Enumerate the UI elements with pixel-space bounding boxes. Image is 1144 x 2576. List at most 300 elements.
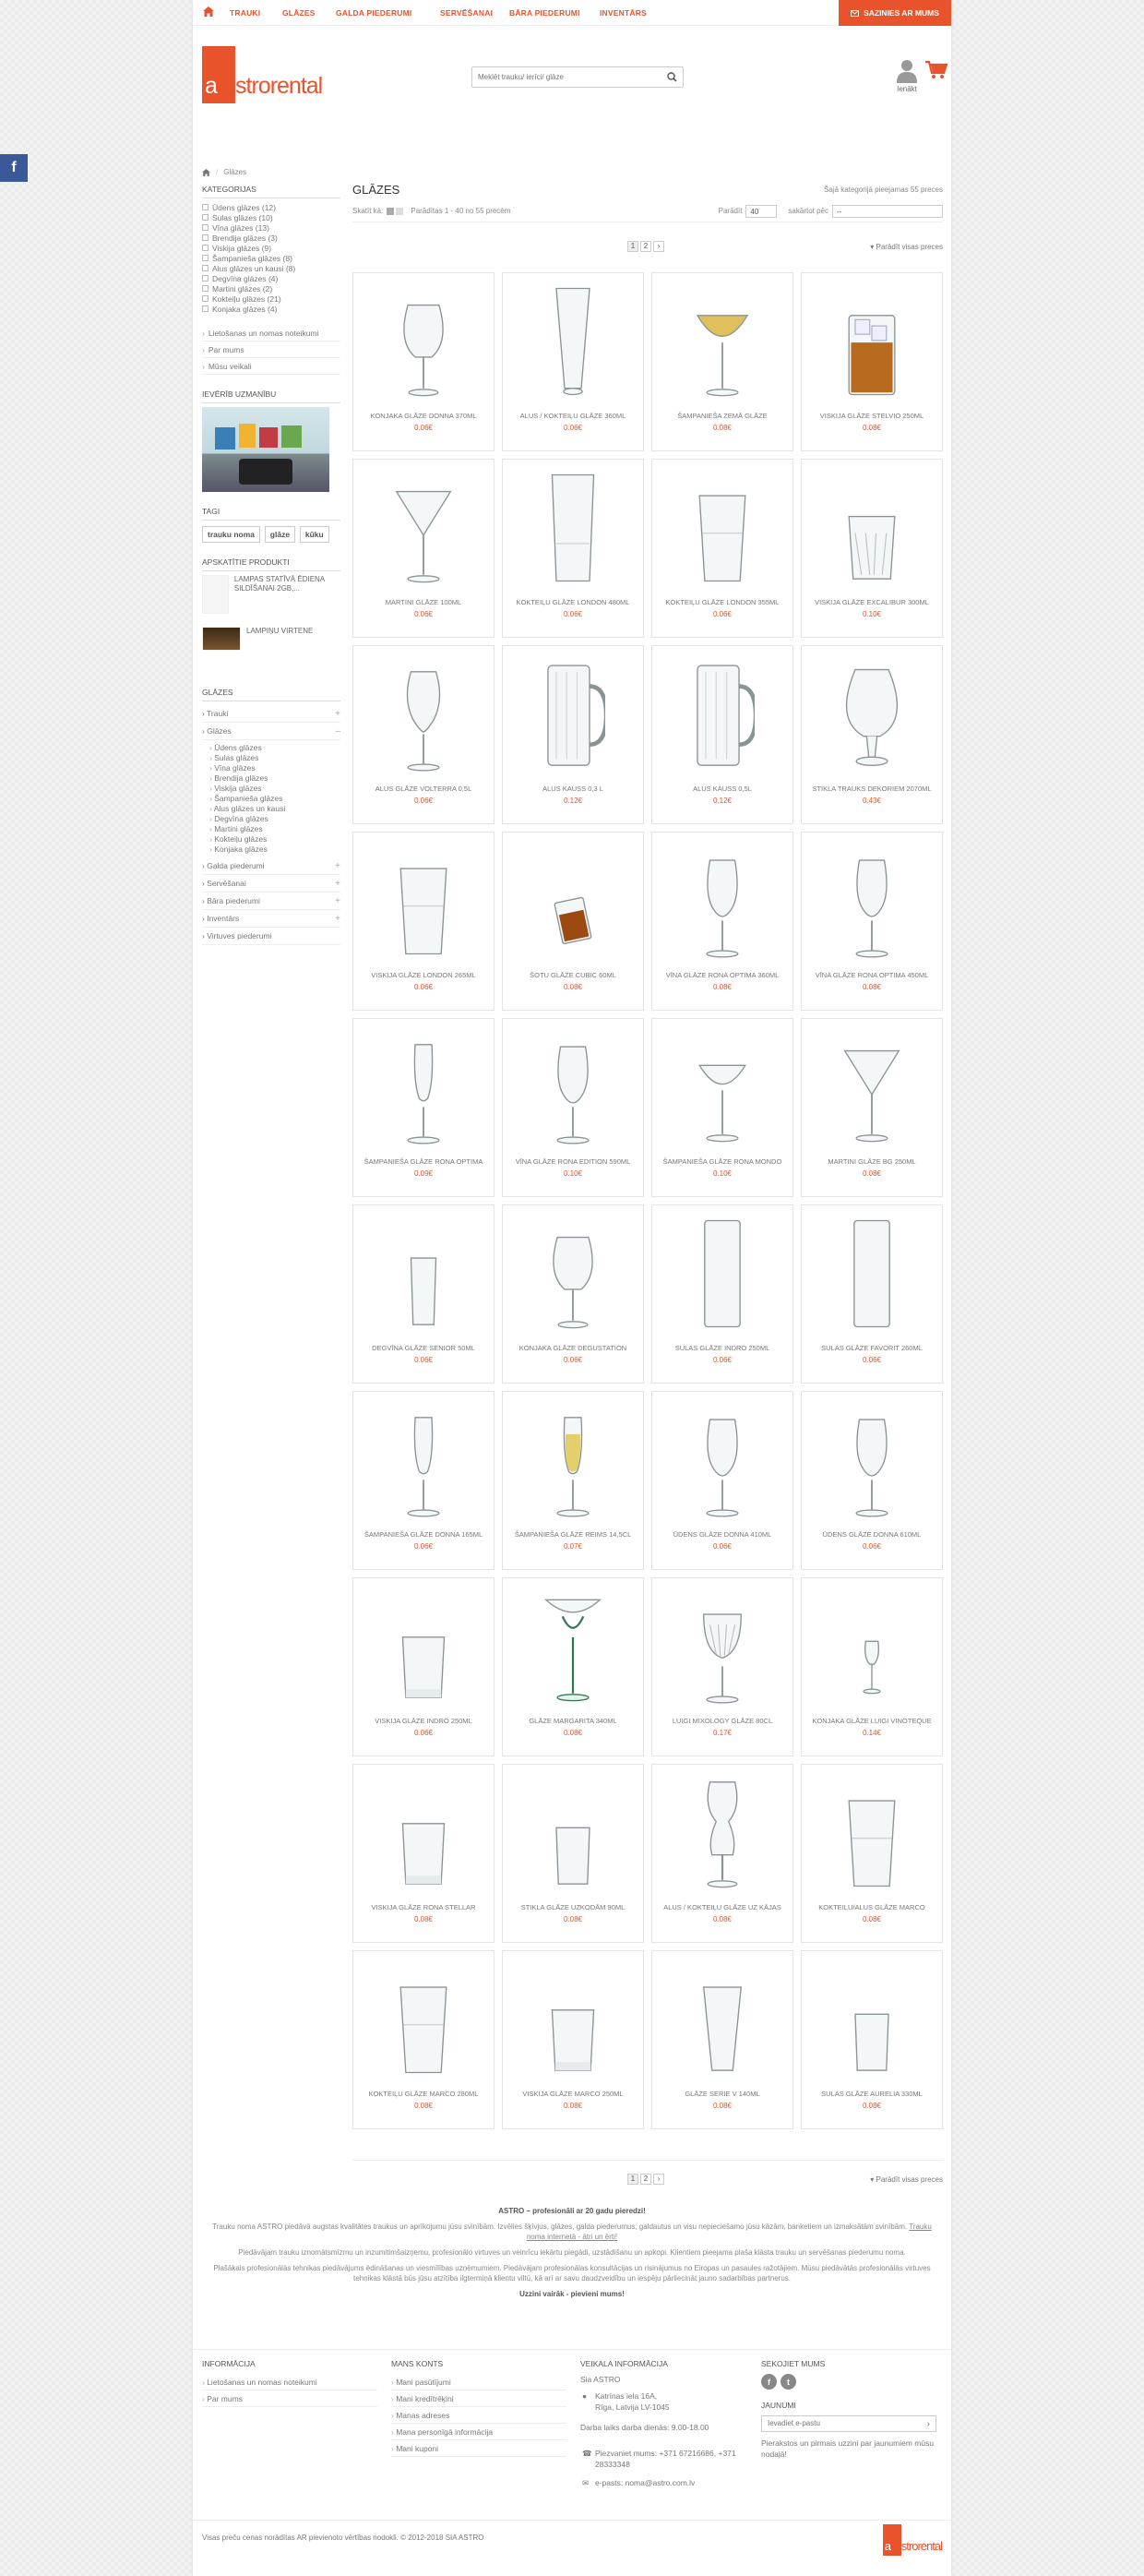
product-price: 0.08€	[563, 2102, 583, 2110]
product-image[interactable]	[802, 833, 942, 964]
about-title: ASTRO – profesionāli ar 20 gadu pieredzi!	[498, 2207, 646, 2215]
product-name[interactable]: KONJAKA GLĀZE DONNA 370ML	[370, 412, 477, 420]
product-card[interactable]	[651, 1204, 793, 1384]
newsletter-submit-icon[interactable]: ›	[926, 2419, 930, 2429]
twitter-icon[interactable]: t	[781, 2374, 796, 2390]
tree-item[interactable]: › Glāzes –	[202, 723, 340, 740]
product-name[interactable]: ŠAMPANIEŠA GLĀZE DONNA 165ML	[363, 1530, 483, 1539]
footer-link[interactable]: › Mani pasūtījumi	[391, 2374, 566, 2390]
product-price: 0.08€	[862, 1169, 882, 1178]
product-name[interactable]: ALUS KAUSS 0,5L	[693, 785, 752, 793]
product-name[interactable]: KONJAKA GLĀZE DEGUSTATION	[518, 1344, 627, 1352]
page-2-button[interactable]: 2	[640, 2174, 651, 2185]
expand-icon[interactable]: +	[335, 860, 340, 871]
product-price: 0.08€	[413, 2102, 434, 2110]
product-name[interactable]: KOKTEIĻU/ALUS GLĀZE MARCO	[818, 1903, 925, 1911]
sidebar-link[interactable]: › Mūsu veikali	[202, 358, 340, 375]
checkbox[interactable]	[202, 285, 209, 292]
product-card[interactable]	[352, 459, 495, 638]
checkbox[interactable]	[202, 224, 209, 231]
category-filter[interactable]	[202, 273, 340, 283]
checkbox[interactable]	[202, 255, 209, 261]
product-name[interactable]: VĪNA GLĀZE RONA OPTIMA 360ML	[665, 971, 780, 979]
footer-follow	[761, 2359, 942, 2460]
about-more: Uzzini vairāk - pievieni mums!	[519, 2290, 625, 2298]
facebook-icon[interactable]: f	[761, 2374, 777, 2390]
logo-text: strorental	[900, 2539, 942, 2553]
footer-link[interactable]: › Mani kuponi	[391, 2440, 566, 2457]
product-price: 0.08€	[413, 1915, 434, 1923]
product-image[interactable]	[652, 1578, 792, 1709]
tree-subitem[interactable]: › Šampanieša glāzes	[209, 794, 340, 804]
product-card[interactable]	[352, 832, 495, 1011]
breadcrumb: / Glāzes	[202, 166, 246, 178]
viewed-product-image	[202, 627, 241, 651]
product-card[interactable]	[502, 645, 644, 824]
product-card[interactable]	[502, 1391, 644, 1570]
product-card[interactable]	[502, 832, 644, 1011]
sidebar-link[interactable]: › Par mums	[202, 341, 340, 358]
product-card[interactable]	[502, 272, 644, 451]
product-price: 0.43€	[862, 797, 882, 805]
breadcrumb-current: Glāzes	[223, 168, 247, 176]
product-card[interactable]	[651, 1018, 793, 1197]
product-card[interactable]	[801, 1577, 943, 1756]
product-name[interactable]: MARTINI GLĀZE 100ML	[385, 598, 462, 606]
category-filter-label: Ūdens glāzes (12)	[212, 202, 276, 212]
product-card[interactable]	[352, 272, 495, 451]
product-card[interactable]	[801, 1391, 943, 1570]
product-image[interactable]	[652, 1951, 792, 2082]
product-image[interactable]	[353, 1951, 494, 2082]
tree-subitem[interactable]: › Martini glāzes	[209, 824, 340, 834]
product-price: 0.14€	[862, 1729, 882, 1737]
product-image[interactable]	[353, 1765, 494, 1896]
facebook-side-button[interactable]: f	[0, 154, 28, 182]
product-price: 0.07€	[563, 1542, 583, 1551]
product-image[interactable]	[353, 273, 494, 404]
category-filter-label: Sulas glāzes (10)	[212, 212, 273, 222]
product-image[interactable]	[652, 1392, 792, 1523]
product-image[interactable]	[652, 460, 792, 591]
logo-letter: a	[884, 2539, 891, 2553]
product-image[interactable]	[652, 1205, 792, 1336]
category-filter-label: Vīna glāzes (13)	[212, 222, 269, 233]
featured-title: IEVĒRĪB UZMANĪBU	[202, 389, 340, 403]
product-name[interactable]: VISKIJA GLĀZE MARCO 250ML	[522, 2090, 624, 2098]
site-logo[interactable]	[202, 46, 322, 103]
category-filter[interactable]	[202, 233, 340, 243]
tree-item[interactable]: › Galda piederumi +	[202, 857, 340, 875]
about-section	[193, 2206, 951, 2305]
product-price: 0.10€	[563, 1169, 583, 1178]
featured-banner[interactable]	[202, 407, 329, 492]
product-name[interactable]: VĪNA GLĀZE RONA EDITION 590ML	[515, 1157, 631, 1166]
product-image[interactable]	[353, 460, 494, 591]
product-card[interactable]	[801, 1764, 943, 1943]
product-image[interactable]	[503, 273, 643, 404]
product-price: 0.08€	[712, 424, 733, 432]
product-name[interactable]: LUIGI MIXOLOGY GLĀZE 80CL	[672, 1717, 773, 1725]
product-price: 0.06€	[862, 1542, 882, 1551]
product-price: 0.10€	[712, 1169, 733, 1178]
tree-item[interactable]: › Inventārs +	[202, 910, 340, 928]
nav-inventars[interactable]: INVENTĀRS	[600, 8, 647, 18]
about-paragraph-3: Plašākais profesionālās tehnikas piedāvājums ēdināšanas un viesmīlības uzņēmumiem. Piedāvājam profesionālas konsultācijas un risinājumus no Eiropas un pasaules ražotājiem. Mūsu piedāvātās profesionālās virtuves tehnikas klāstā būs jūsu atzītība ilgtermiņā klientu viltū, kā arī ar savu daudzveidību un iespēju pārliecināt jauno sadarbības partnerus.	[213, 2264, 931, 2282]
shop-phone: ☎ Piezvaniet mums: +371 67216686, +371 28333348	[582, 2449, 736, 2469]
expand-icon[interactable]: +	[335, 913, 340, 924]
category-filter[interactable]	[202, 253, 340, 263]
product-card[interactable]	[352, 1018, 495, 1197]
expand-icon[interactable]: +	[335, 878, 340, 889]
product-image[interactable]	[503, 1392, 643, 1523]
product-price: 0.12€	[712, 797, 733, 805]
product-card[interactable]	[801, 832, 943, 1011]
viewed-product-name: LAMPIŅU VIRTENE	[246, 627, 314, 635]
product-card[interactable]	[502, 1018, 644, 1197]
footer-logo[interactable]	[883, 2524, 942, 2556]
product-image[interactable]	[652, 1019, 792, 1150]
product-name[interactable]: SULAS GLĀZE FAVORIT 260ML	[821, 1344, 923, 1352]
nav-glazes[interactable]: GLĀZES	[282, 8, 316, 18]
product-name[interactable]: VISKIJA GLĀZE EXCALIBUR 300ML	[815, 598, 929, 606]
per-page-select[interactable]: 40	[745, 205, 777, 218]
list-view-icon[interactable]	[396, 208, 403, 215]
footer-link[interactable]: › Mana personīgā informācija	[391, 2424, 566, 2440]
newsletter-input[interactable]	[762, 2416, 919, 2430]
product-name[interactable]: MARTINI GLĀZE BG 250ML	[828, 1157, 916, 1166]
product-card[interactable]	[502, 1764, 644, 1943]
product-price: 0.12€	[563, 797, 583, 805]
tree-item[interactable]: › Trauki +	[202, 705, 340, 723]
product-name[interactable]: ALUS KAUSS 0,3 L	[542, 785, 603, 793]
tree-subitem[interactable]: › Konjaka glāzes	[209, 845, 340, 855]
product-image[interactable]	[353, 1392, 494, 1523]
product-price: 0.08€	[563, 1729, 583, 1737]
product-name[interactable]: STIKLA GLĀZE UZKODĀM 90ML	[520, 1903, 626, 1911]
product-card[interactable]	[502, 1577, 644, 1756]
tree-item[interactable]: › Servēšanai +	[202, 875, 340, 893]
newsletter-text: Pierakstos un pirmais uzzini par jaunumiem mūsu nodaļā!	[761, 2438, 935, 2459]
product-price: 0.08€	[862, 983, 882, 991]
product-image[interactable]	[503, 1951, 643, 2082]
category-filter[interactable]	[202, 222, 340, 233]
about-paragraph-2: Piedāvājam trauku iznomātsmīzmu un inzumitimšaizņemu, profesionālo virtuves un veinrīcu iekārtu piegādi, uzstādīšanu un apkopi. Klientiem pieejama plaša klāsta trauku un servēšanas piederumu noma.	[238, 2248, 906, 2257]
breadcrumb-home-icon[interactable]	[202, 169, 210, 176]
showing-count: Parādītas 1 - 40 no 55 precēm	[411, 207, 511, 215]
category-filter[interactable]	[202, 243, 340, 253]
view-label: Skatīt kā:	[352, 207, 384, 215]
product-card[interactable]	[502, 1204, 644, 1384]
phone-icon: ☎	[582, 2449, 592, 2458]
pagination-top	[352, 241, 943, 254]
product-price: 0.08€	[712, 1915, 733, 1923]
product-image[interactable]	[503, 460, 643, 591]
shop-name: Sia ASTRO	[580, 2375, 621, 2384]
product-image[interactable]	[353, 1578, 494, 1709]
product-image[interactable]	[353, 1205, 494, 1336]
product-card[interactable]	[651, 272, 793, 451]
checkbox[interactable]	[202, 204, 209, 210]
tag-glaze[interactable]: glāze	[265, 526, 295, 543]
product-card[interactable]	[801, 1204, 943, 1384]
product-card[interactable]	[352, 645, 495, 824]
footer-shop-title: VEIKALA INFORMĀCIJA	[580, 2359, 668, 2368]
product-image[interactable]	[503, 1578, 643, 1709]
product-card[interactable]	[801, 645, 943, 824]
product-card[interactable]	[651, 1950, 793, 2129]
category-tree-title: GLĀZES	[202, 688, 340, 701]
product-price: 0.08€	[712, 2102, 733, 2110]
product-price: 0.06€	[563, 424, 583, 432]
about-link[interactable]: Trauku noma internetā - ātri un ērti!	[526, 2223, 932, 2241]
tree-item[interactable]: › Bāra piederumi +	[202, 893, 340, 910]
footer-link[interactable]: › Manas adreses	[391, 2407, 566, 2424]
product-price: 0.08€	[563, 1915, 583, 1923]
tag-kuku[interactable]: kūku	[300, 526, 329, 543]
product-card[interactable]	[352, 1391, 495, 1570]
sort-label: sakārtot pēc	[788, 207, 828, 215]
product-card[interactable]	[651, 1764, 793, 1943]
nav-trauki[interactable]: TRAUKI	[230, 8, 261, 18]
checkbox[interactable]	[202, 265, 209, 271]
checkbox[interactable]	[202, 214, 209, 221]
viewed-product-image	[202, 575, 229, 614]
listing-toolbar	[352, 204, 943, 222]
page-2-button[interactable]: 2	[640, 241, 651, 252]
product-grid	[352, 272, 943, 2129]
product-image[interactable]	[652, 833, 792, 964]
search-box	[471, 66, 684, 88]
categories-title: KATEGORIJAS	[202, 185, 340, 198]
product-listing	[352, 183, 943, 2184]
search-input[interactable]	[472, 67, 657, 87]
product-card[interactable]	[352, 1950, 495, 2129]
product-price: 0.10€	[862, 610, 882, 618]
nav-servesanai[interactable]: SERVĒŠANAI	[440, 8, 494, 18]
product-card[interactable]	[801, 272, 943, 451]
show-label: Parādīt	[718, 207, 743, 215]
checkbox[interactable]	[202, 234, 209, 241]
footer-link[interactable]: › Par mums	[202, 2390, 377, 2407]
product-card[interactable]	[651, 832, 793, 1011]
category-filter-label: Alus glāzes un kausi (8)	[212, 263, 296, 273]
next-page-button[interactable]: ›	[653, 241, 664, 252]
category-filter[interactable]	[202, 304, 340, 314]
product-price: 0.06€	[413, 1542, 434, 1551]
product-name[interactable]: KOKTEIĻU GLĀZE MARCO 280ML	[368, 2090, 479, 2098]
logo-text: strorental	[235, 73, 323, 99]
checkbox[interactable]	[202, 245, 209, 251]
product-card[interactable]	[352, 1204, 495, 1384]
product-name[interactable]: STIKLA TRAUKS DEKORIEM 2070ML	[812, 785, 932, 793]
grid-view-icon[interactable]	[387, 208, 394, 215]
category-filter-label: Martini glāzes (2)	[212, 283, 273, 294]
product-price: 0.06€	[563, 1356, 583, 1364]
footer-info-title: INFORMĀCIJA	[202, 2359, 256, 2368]
checkbox[interactable]	[202, 295, 209, 302]
checkbox[interactable]	[202, 306, 209, 312]
product-image[interactable]	[802, 273, 942, 404]
tree-subitem[interactable]: › Brendija glāzes	[209, 773, 340, 784]
product-price: 0.08€	[563, 983, 583, 991]
product-card[interactable]	[502, 459, 644, 638]
product-name[interactable]: VISKIJA GLĀZE STELVIO 250ML	[819, 412, 924, 420]
product-image[interactable]	[503, 1205, 643, 1336]
product-name[interactable]: SULAS GLĀZE AURELIA 330ML	[821, 2090, 923, 2098]
tree-subitem[interactable]: › Degvīna glāzes	[209, 814, 340, 824]
product-image[interactable]	[802, 1765, 942, 1896]
product-card[interactable]	[651, 459, 793, 638]
show-all-link[interactable]: ▾ Parādīt visas preces	[870, 243, 943, 251]
product-price: 0.06€	[413, 983, 434, 991]
product-card[interactable]	[651, 645, 793, 824]
product-price: 0.06€	[413, 1356, 434, 1364]
product-card[interactable]	[352, 1577, 495, 1756]
login-button[interactable]	[888, 59, 925, 93]
product-name[interactable]: ŠAMPANIEŠA ZEMĀ GLĀZE	[677, 412, 768, 420]
product-image[interactable]	[503, 833, 643, 964]
footer-account-title: MANS KONTS	[391, 2359, 444, 2368]
product-name[interactable]: VISKIJA GLĀZE INDRO 250ML	[375, 1717, 472, 1725]
product-name[interactable]: GLĀZE MARGARITA 340ML	[529, 1717, 617, 1725]
product-image[interactable]	[802, 1578, 942, 1709]
category-filter-label: Kokteiļu glāzes (21)	[212, 294, 281, 304]
tree-subitem[interactable]: › Ūdens glāzes	[209, 743, 340, 753]
contact-us-button[interactable]	[839, 0, 951, 26]
tree-item[interactable]: › Virtuves piederumi	[202, 928, 340, 945]
nav-galda-piederumi[interactable]: GALDA PIEDERUMI	[336, 8, 412, 18]
product-name[interactable]: ALUS / KOKTEIĻU GLĀZE 360ML	[519, 412, 626, 420]
category-filter-label: Konjaka glāzes (4)	[212, 304, 278, 314]
product-name[interactable]: ALUS / KOKTEIĻU GLĀZE UZ KĀJAS	[663, 1903, 781, 1911]
collapse-icon[interactable]: –	[335, 725, 340, 737]
category-filter[interactable]	[202, 212, 340, 222]
product-card[interactable]	[352, 1764, 495, 1943]
product-name[interactable]: KONJAKA GLĀZE LUIGI VINOTEQUE	[812, 1717, 932, 1725]
expand-icon[interactable]: +	[335, 895, 340, 906]
category-filter[interactable]	[202, 263, 340, 273]
product-name[interactable]: DEGVĪNA GLĀZE SENIOR 50ML	[372, 1344, 475, 1352]
show-all-link[interactable]: ▾ Parādīt visas preces	[870, 2175, 943, 2184]
product-name[interactable]: SULAS GLĀZE INDRO 250ML	[674, 1344, 770, 1352]
product-image[interactable]	[802, 1951, 942, 2082]
product-image[interactable]	[353, 1019, 494, 1150]
tree-subitem[interactable]: › Vīna glāzes	[209, 763, 340, 773]
cart-icon[interactable]	[925, 61, 947, 79]
product-name[interactable]: ŠAMPANIEŠA GLĀZE REIMS 14,5CL	[514, 1530, 632, 1539]
product-name[interactable]: ŠOTU GLĀZE CUBIC 60ML	[530, 971, 616, 979]
product-card[interactable]	[651, 1577, 793, 1756]
tree-subitem[interactable]: › Alus glāzes un kausi	[209, 804, 340, 814]
product-price: 0.17€	[712, 1729, 733, 1737]
product-price: 0.06€	[563, 610, 583, 618]
product-price: 0.08€	[712, 983, 733, 991]
product-card[interactable]	[801, 459, 943, 638]
product-name[interactable]: VISKIJA GLĀZE RONA STELLAR	[371, 1903, 476, 1911]
product-card[interactable]	[651, 1391, 793, 1570]
product-image[interactable]	[652, 1765, 792, 1896]
product-card[interactable]	[502, 1950, 644, 2129]
product-name[interactable]: ŠAMPANIEŠA GLĀZE RONA OPTIMA	[363, 1157, 483, 1166]
login-label: Ienākt	[897, 85, 917, 93]
product-price: 0.06€	[712, 610, 733, 618]
tree-subitem[interactable]: › Viskija glāzes	[209, 784, 340, 794]
product-image[interactable]	[503, 646, 643, 777]
next-page-button[interactable]: ›	[653, 2174, 664, 2185]
product-image[interactable]	[802, 1205, 942, 1336]
sidebar-link[interactable]: › Lietošanas un nomas noteikumi	[202, 325, 340, 341]
product-image[interactable]	[353, 833, 494, 964]
expand-icon[interactable]: +	[335, 708, 340, 719]
page-1-button[interactable]: 1	[627, 2174, 638, 2185]
footer-link[interactable]: › Mani kredītrēķini	[391, 2390, 566, 2407]
product-name[interactable]: GLĀZE SERIE V 140ML	[685, 2090, 760, 2098]
footer-info	[202, 2359, 377, 2407]
product-name[interactable]: VĪNA GLĀZE RONA OPTIMA 450ML	[815, 971, 929, 979]
product-name[interactable]: ŠAMPANIEŠA GLĀZE RONA MONDO	[662, 1157, 782, 1166]
product-image[interactable]	[652, 646, 792, 777]
category-filter[interactable]	[202, 283, 340, 294]
pagination-bottom	[352, 2160, 943, 2187]
viewed-product[interactable]	[202, 627, 340, 651]
page	[193, 0, 951, 2576]
tree-subitem[interactable]: › Kokteiļu glāzes	[209, 834, 340, 845]
page-1-button[interactable]: 1	[627, 241, 638, 252]
product-image[interactable]	[652, 273, 792, 404]
sort-select[interactable]: --	[832, 205, 943, 218]
product-image[interactable]	[802, 646, 942, 777]
product-card[interactable]	[801, 1950, 943, 2129]
product-image[interactable]	[503, 1765, 643, 1896]
product-image[interactable]	[802, 460, 942, 591]
product-image[interactable]	[503, 1019, 643, 1150]
product-name[interactable]: ŪDENS GLĀZE DONNA 610ML	[822, 1530, 922, 1539]
footer-shop-info	[580, 2359, 756, 2488]
product-name[interactable]: ALUS GLĀZE VOLTERRA 0,5L	[375, 785, 472, 793]
product-price: 0.06€	[413, 797, 434, 805]
viewed-product[interactable]	[202, 575, 340, 614]
product-name[interactable]: VISKIJA GLĀZE LONDON 265ML	[371, 971, 476, 979]
map-marker-icon: ●	[582, 2391, 588, 2401]
search-icon[interactable]	[667, 72, 677, 82]
tag-trauku-noma[interactable]: trauku noma	[202, 526, 260, 543]
category-filter[interactable]	[202, 202, 340, 212]
product-name[interactable]: ŪDENS GLĀZE DONNA 410ML	[673, 1530, 772, 1539]
category-filter-label: Degvīna glāzes (4)	[212, 273, 279, 283]
shop-hours: Darba laiks darba dienās: 9.00-18.00	[580, 2423, 709, 2432]
product-card[interactable]	[801, 1018, 943, 1197]
product-image[interactable]	[802, 1392, 942, 1523]
footer-link[interactable]: › Lietošanas un nomas noteikumi	[202, 2374, 377, 2390]
about-paragraph-1: Trauku noma ASTRO piedāvā augstas kvalitātes traukus un aprīkojumu jūsu svinībām. Izvēlies šķīvjus, glāzes, galda piederumus, galdautus un visu nepieciešamo jūsu kāzām, banketiem un izmaksātām svinībām. Trauku noma internetā - ātri un ērti!	[212, 2223, 932, 2241]
nav-bara-piederumi[interactable]: BĀRA PIEDERUMI	[509, 8, 580, 18]
product-name[interactable]: KOKTEIĻU GLĀZE LONDON 355ML	[665, 598, 780, 606]
product-price: 0.06€	[413, 424, 434, 432]
product-image[interactable]	[802, 1019, 942, 1150]
tree-subitem[interactable]: › Sulas glāzes	[209, 753, 340, 763]
checkbox[interactable]	[202, 275, 209, 282]
footer	[193, 2349, 951, 2487]
product-price: 0.08€	[862, 2102, 882, 2110]
product-name[interactable]: KOKTEIĻU GLĀZE LONDON 480ML	[516, 598, 630, 606]
home-icon[interactable]	[203, 6, 214, 17]
category-count: Šajā kategorijā pieejamas 55 preces	[824, 186, 943, 194]
product-image[interactable]	[353, 646, 494, 777]
left-sidebar	[202, 185, 340, 945]
category-filter[interactable]	[202, 294, 340, 304]
contact-us-label: SAZINIES AR MUMS	[864, 8, 939, 18]
